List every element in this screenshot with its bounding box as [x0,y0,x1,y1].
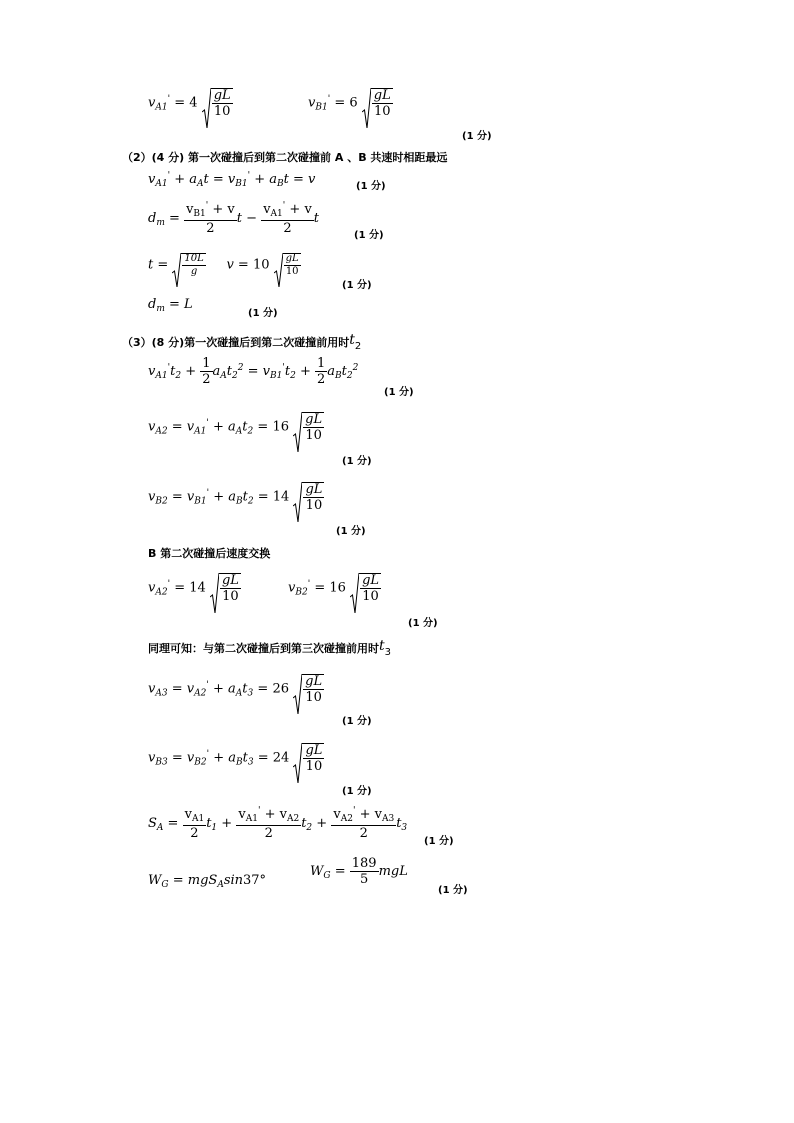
score-mark: (1 分) [424,836,454,847]
score-mark: (1 分) [438,885,468,896]
eq-total-displacement: $S_A$ = $\frac{v_{A1}}{2}$ $t_1$ + $\frac{v_{A1}' + v_{A2}}{2}$ $t_2$ + $\frac{v_{A2}' + v_{A3}}{2}$ $t_3$ [148,806,408,841]
eq-vb2-prime: $v_{B2}' = 16$ $\frac{gL}{10}$ [288,573,381,603]
sqrt-gl-10: $\frac{gL}{10}$ [293,412,324,442]
eq-equal-displacement: $v_{A1}'t_2$ + $\frac{1}{2}$ $a_At_2^2 = v_{B1}'t_2$ + $\frac{1}{2}$ $a_Bt_2^2$ [148,356,359,387]
sqrt-10l-g: $\frac{10L}{g}$ [172,253,205,277]
eq-time-and-velocity: t = $\frac{10L}{g}$ v = 10 $\frac{gL}{10}$ [148,253,301,277]
score-mark: (1 分) [342,280,372,291]
eq-dm-equals-l: $d_m = L$ [148,297,193,314]
sqrt-gl-10: $\frac{gL}{10}$ [293,674,324,704]
score-mark: (1 分) [384,387,414,398]
eq-work-gravity-value: $W_G$ = $\frac{189}{5}$ mgL [310,856,408,887]
eq-va1-prime: $v_{A1}' = 4$ $\frac{gL}{10}$ [148,88,233,118]
eq-common-velocity: $v_{A1}' + a_At = v_{B1}' + a_Bt = v$ [148,171,316,189]
eq-vb3: $v_{B3} = v_{B2}' + a_Bt_3 = 24$ $\frac{gL}{10}$ [148,743,324,773]
heading-part-2: （2）(4 分) 第一次碰撞后到第二次碰撞前 A 、B 共速时相距最远 [122,151,448,164]
score-mark: (1 分) [354,230,384,241]
score-mark: (1 分) [336,526,366,537]
heading-part-3: （3）(8 分)第一次碰撞后到第二次碰撞前用时$t_2$ [122,332,362,353]
eq-vb1-prime: $v_{B1}' = 6$ $\frac{gL}{10}$ [308,88,393,118]
eq-va2: $v_{A2} = v_{A1}' + a_At_2 = 16$ $\frac{gL}{10}$ [148,412,324,442]
note-velocity-swap: B 第二次碰撞后速度交换 [148,547,271,560]
score-mark: (1 分) [248,308,278,319]
sqrt-gl-10: $\frac{gL}{10}$ [350,573,381,603]
score-mark: (1 分) [408,618,438,629]
score-mark: (1 分) [342,716,372,727]
sqrt-gl-10: $\frac{gL}{10}$ [210,573,241,603]
eq-vb2: $v_{B2} = v_{B1}' + a_Bt_2 = 14$ $\frac{gL}{10}$ [148,482,324,512]
score-mark: (1 分) [356,181,386,192]
score-mark: (1 分) [342,786,372,797]
sqrt-gl-10: $\frac{gL}{10}$ [274,253,301,277]
eq-max-distance: $d_m$ = $\frac{v_{B1}' + v}{2}$ t − $\frac{v_{A1}' + v}{2}$ t [148,201,320,236]
score-mark: (1 分) [462,131,492,142]
eq-work-gravity: $W_G = mgS_A\sin 37^\circ$ [148,873,267,890]
sqrt-gl-10: $\frac{gL}{10}$ [202,88,233,118]
sqrt-gl-10: $\frac{gL}{10}$ [293,743,324,773]
sqrt-gl-10: $\frac{gL}{10}$ [293,482,324,512]
eq-va2-prime: $v_{A2}' = 14$ $\frac{gL}{10}$ [148,573,241,603]
score-mark: (1 分) [342,456,372,467]
sqrt-gl-10: $\frac{gL}{10}$ [362,88,393,118]
eq-va3: $v_{A3} = v_{A2}' + a_At_3 = 26$ $\frac{gL}{10}$ [148,674,324,704]
note-similarly: 同理可知：与第二次碰撞后到第三次碰撞前用时$t_3$ [148,638,392,659]
